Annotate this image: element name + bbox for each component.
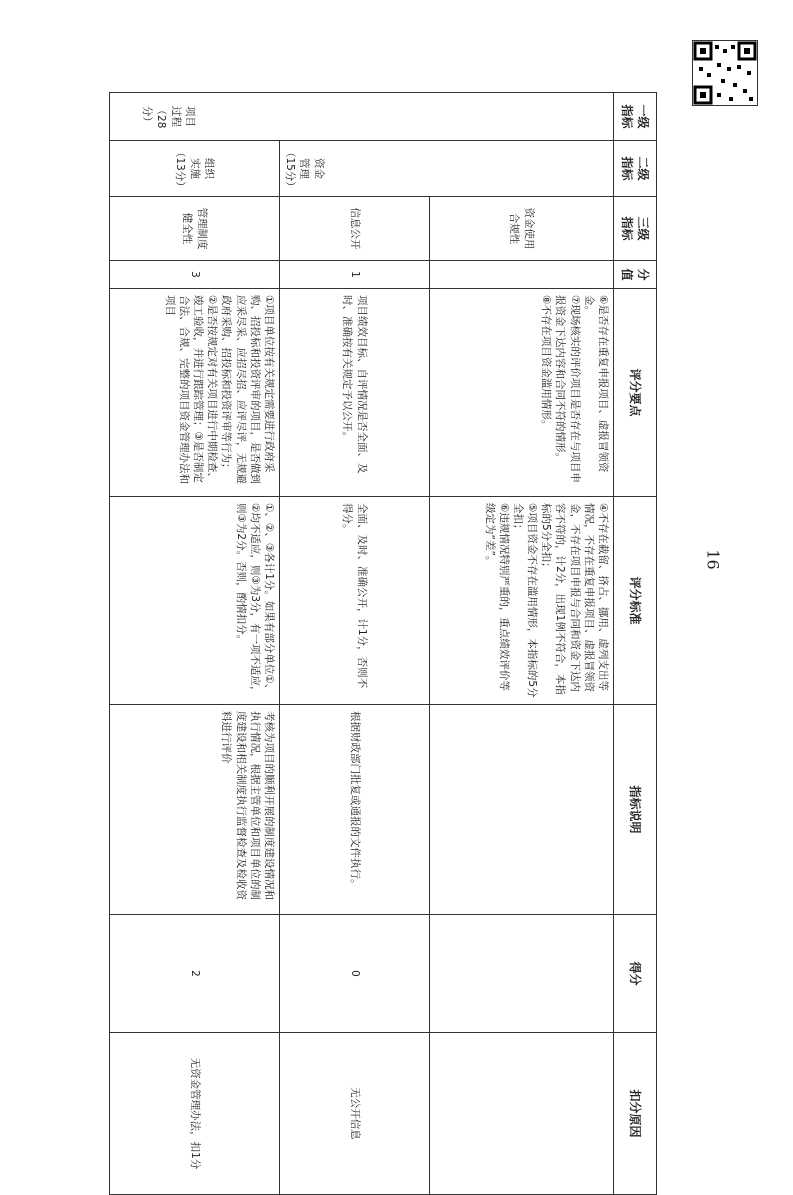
key-points-cell: ⑥是否存在重复申报项目、虚报冒领资金。 ⑦现场核实的评价项目是否存在与项目申报资金下达内容和合同不符的情形。 ⑧不存在项目资金滥用情形。 bbox=[430, 289, 614, 497]
points-cell: 3 bbox=[110, 261, 280, 289]
header-level3: 三级 指标 bbox=[614, 197, 657, 261]
key-points-cell: ①项目单位按有关规定需要进行政府采购、招投标和投资评审的项目，是否做到应采尽采、应招尽招、应评尽评，无规避政府采购、招投标和投资评审等行为； ②是否按规定对有关项目进行中期检查、竣工验收，并进行跟踪管理；③是否制定合法、合规、完整的项目资金管理办法和项目 bbox=[110, 289, 280, 497]
score-cell bbox=[430, 915, 614, 1033]
header-row bbox=[614, 93, 657, 1195]
explanation-cell: 根据财政部门批复或通报的文件执行。 bbox=[280, 705, 430, 915]
header-points: 分 值 bbox=[614, 261, 657, 289]
header-key-points: 评分要点 bbox=[614, 289, 657, 497]
header-explanation: 指标说明 bbox=[614, 705, 657, 915]
level3-cell: 资金使用 合规性 bbox=[430, 197, 614, 261]
explanation-cell bbox=[430, 705, 614, 915]
table-row bbox=[280, 93, 430, 1195]
page-number: 16 bbox=[703, 549, 723, 570]
header-level1: 一级 指标 bbox=[614, 93, 657, 141]
header-level2: 二级 指标 bbox=[614, 141, 657, 197]
deduction-cell: 无资金管理办法，扣1分 bbox=[110, 1033, 280, 1195]
deduction-cell bbox=[430, 1033, 614, 1195]
level2-cell: 资金 管理 （15分） bbox=[280, 141, 614, 197]
header-deduction: 扣分原因 bbox=[614, 1033, 657, 1195]
deduction-cell: 无公开信息 bbox=[280, 1033, 430, 1195]
evaluation-table bbox=[109, 92, 657, 1195]
level1-cell: 项目 过程 （28 分） bbox=[110, 93, 614, 141]
table-row bbox=[430, 93, 614, 1195]
points-cell bbox=[430, 261, 614, 289]
explanation-cell: 考核为项目的顺利开展的制度建设情况和执行情况，根据主管单位和项目单位的制度建设和相关制度执行监督检查及检收资料进行评价 bbox=[110, 705, 280, 915]
header-score: 得分 bbox=[614, 915, 657, 1033]
header-criteria: 评分标准 bbox=[614, 497, 657, 705]
criteria-cell: ④不存在截留、挤占、挪用、虚列支出等情况，不存在重复申报项目、虚报冒领资金，不存在项目申报与合同和资金下达内容不符的，计2分，出现1例不符合，本指标的5分全扣； ⑤项目资金不存在滥用情形，本指标的5分全扣； ⑥违规情况特别严重的，重点绩效评价等级定为“差”。 bbox=[430, 497, 614, 705]
rotated-table-wrapper bbox=[114, 92, 657, 1194]
level2-cell: 组织 实施 （13分） bbox=[110, 141, 280, 197]
score-cell: 0 bbox=[280, 915, 430, 1033]
score-cell: 2 bbox=[110, 915, 280, 1033]
level3-cell: 信息公开 bbox=[280, 197, 430, 261]
table-row bbox=[110, 93, 280, 1195]
level3-cell: 管理制度 健全性 bbox=[110, 197, 280, 261]
qr-code bbox=[692, 40, 758, 106]
points-cell: 1 bbox=[280, 261, 430, 289]
criteria-cell: ①、②、③各计1分。如果有部分单位①、②均不适应，则③为3分，有一项不适应，则③为2分。否则，酌情扣分。 bbox=[110, 497, 280, 705]
key-points-cell: 项目绩效目标、自评情况是否全面、及时、准确按有关规定予以公开。 bbox=[280, 289, 430, 497]
criteria-cell: 全面、及时、准确公开，计1分，否则不得分。 bbox=[280, 497, 430, 705]
